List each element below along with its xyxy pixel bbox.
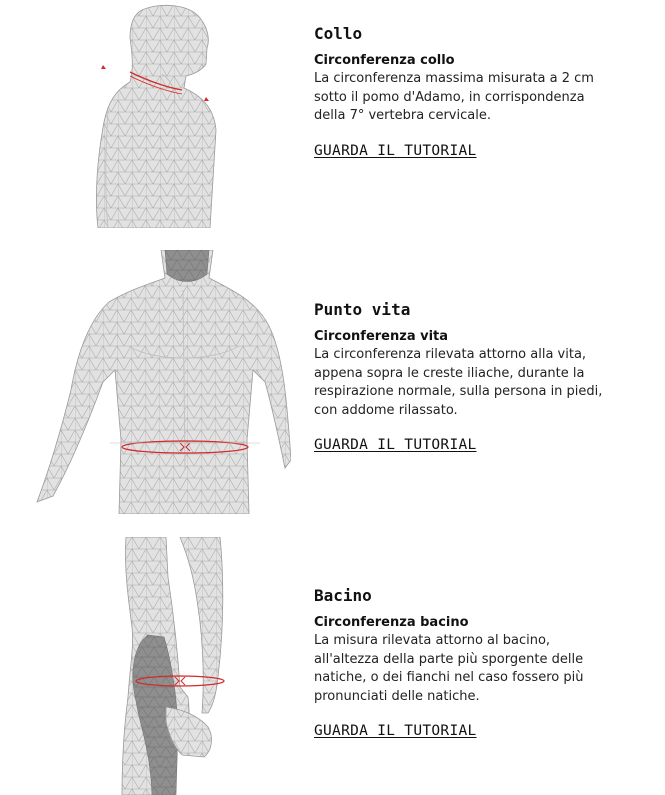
hips-text-block xyxy=(314,586,614,739)
tutorial-link-neck[interactable]: GUARDA IL TUTORIAL xyxy=(314,142,477,159)
neck-text-block xyxy=(314,24,614,159)
section-description: La circonferenza massima misurata a 2 cm sotto il pomo d'Adamo, in corrispondenza della 7° vertebra cervicale. xyxy=(314,71,594,123)
tutorial-link-hips[interactable]: GUARDA IL TUTORIAL xyxy=(314,723,477,739)
hips-body-illustration xyxy=(118,537,228,795)
waist-measure-line xyxy=(110,432,280,462)
section-subtitle: Circonferenza vita xyxy=(314,329,449,344)
section-subtitle: Circonferenza bacino xyxy=(314,615,469,630)
section-waist xyxy=(0,250,665,515)
section-neck xyxy=(0,0,665,235)
section-hips xyxy=(0,535,665,795)
tutorial-link-waist[interactable]: GUARDA IL TUTORIAL xyxy=(314,437,477,453)
section-title: Bacino xyxy=(314,586,372,605)
section-title: Collo xyxy=(314,24,363,43)
section-subtitle: Circonferenza collo xyxy=(314,53,455,68)
hips-measure-line xyxy=(128,667,238,695)
waist-text-block xyxy=(314,300,614,453)
section-description: La misura rilevata attorno al bacino, all'altezza della parte più sporgente delle natiche, o dei fianchi nel caso fossero più pronunciati delle natiche. xyxy=(314,633,584,704)
neck-body-illustration xyxy=(90,4,225,228)
waist-body-illustration xyxy=(33,250,291,514)
neck-measure-line xyxy=(100,60,215,105)
section-title: Punto vita xyxy=(314,300,411,319)
section-description: La circonferenza rilevata attorno alla vita, appena sopra le creste iliache, durante la respirazione normale, sulla persona in piedi, con addome rilassato. xyxy=(314,347,603,418)
